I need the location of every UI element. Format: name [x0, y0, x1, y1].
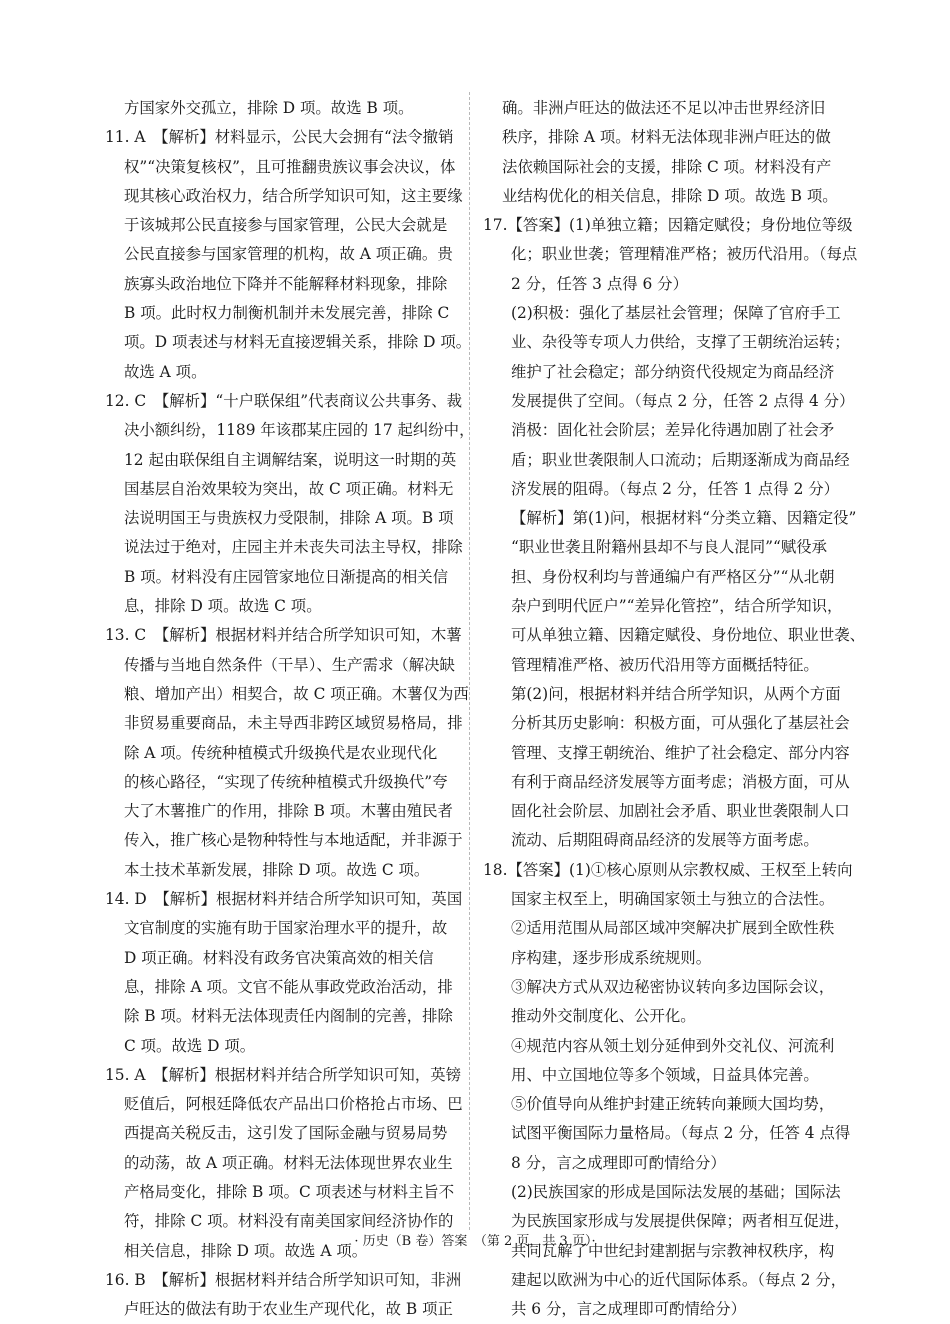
text-line: 传入，推广核心是物种特性与本地适配，并非源于: [124, 831, 463, 850]
left-column: [105, 94, 487, 1324]
text-line: 有利于商品经济发展等方面考虑；消极方面，可从: [511, 772, 850, 791]
text-line: 大了木薯推广的作用，排除 B 项。木薯由殖民者: [124, 802, 453, 821]
text-line: 权”“决策复核权”，且可推翻贵族议事会决议，体: [124, 157, 456, 176]
text-line: 国家主权至上，明确国家领土与独立的合法性。: [511, 890, 835, 909]
text-line: 方国家外交孤立，排除 D 项。故选 B 项。: [124, 99, 414, 117]
text-line: 14. D 【解析】根据材料并结合所学知识可知，英国: [105, 890, 463, 909]
text-line: C 项。故选 D 项。: [124, 1036, 256, 1055]
text-line: (2)民族国家的形成是国际法发展的基础；国际法: [511, 1182, 841, 1201]
text-line: 业、杂役等专项人力供给，支撑了王朝统治运转；: [511, 333, 850, 352]
text-line: 除 A 项。传统种植模式升级换代是农业现代化: [124, 743, 438, 762]
text-line: 分析其历史影响：积极方面，可从强化了基层社会: [511, 714, 850, 733]
text-line: 业结构优化的相关信息，排除 D 项。故选 B 项。: [502, 186, 838, 205]
text-line: 秩序，排除 A 项。材料无法体现非洲卢旺达的做: [502, 128, 831, 147]
text-line: 用、中立国地位等多个领域，日益具体完善。: [511, 1065, 819, 1084]
text-line: 息，排除 A 项。文官不能从事政党政治活动，排: [124, 977, 453, 996]
text-line: 为民族国家形成与发展提供保障；两者相互促进，: [511, 1212, 850, 1231]
text-line: 共同瓦解了中世纪封建割据与宗教神权秩序，构: [511, 1241, 835, 1260]
text-line: 流动、后期阻碍商品经济的发展等方面考虑。: [511, 831, 819, 850]
text-line: 维护了社会稳定；部分纳资代役规定为商品经济: [511, 362, 835, 381]
text-line: 消极：固化社会阶层；差异化待遇加剧了社会矛: [511, 421, 835, 440]
text-line: 传播与当地自然条件（干旱）、生产需求（解决缺: [124, 655, 455, 674]
text-line: 产格局变化，排除 B 项。C 项表述与材料主旨不: [124, 1182, 455, 1201]
text-line: 12 起由联保组自主调解结案，说明这一时期的英: [124, 450, 457, 469]
text-line: 粮、增加产出）相契合，故 C 项正确。木薯仅为西: [124, 684, 469, 703]
text-line: 试图平衡国际力量格局。（每点 2 分，任答 4 点得: [511, 1124, 851, 1143]
text-line: 担、身份权利均与普通编户有严格区分”“从北朝: [511, 567, 835, 586]
text-line: 非贸易重要商品，未主导西非跨区域贸易格局，排: [124, 714, 463, 733]
text-line: 文官制度的实施有助于国家治理水平的提升，故: [124, 919, 448, 938]
text-line: 杂户到明代匠户”“差异化管控”，结合所学知识，: [511, 597, 843, 616]
text-line: 贬值后，阿根廷降低农产品出口价格抢占市场、巴: [124, 1095, 463, 1114]
text-line: 13. C 【解析】根据材料并结合所学知识可知，木薯: [105, 626, 462, 645]
text-line: “职业世袭且附籍州县却不与良人混同”“赋役承: [511, 538, 828, 557]
text-line: B 项。此时权力制衡机制并未发展完善，排除 C: [124, 304, 450, 323]
text-line: 8 分，言之成理即可酌情给分）: [511, 1153, 726, 1172]
text-line: 11. A 【解析】材料显示，公民大会拥有“法令撤销: [105, 128, 454, 147]
column-divider: [469, 92, 471, 1230]
text-line: 国基层自治效果较为突出，故 C 项正确。材料无: [124, 479, 454, 498]
text-line: 17.【答案】(1)单独立籍；因籍定赋役；身份地位等级: [483, 216, 853, 235]
text-line: 共 6 分，言之成理即可酌情给分）: [511, 1300, 747, 1319]
text-line: 决小额纠纷，1189 年该郡某庄园的 17 起纠纷中，: [124, 421, 475, 440]
text-line: 可从单独立籍、因籍定赋役、身份地位、职业世袭、: [511, 626, 865, 645]
text-line: ②适用范围从局部区域冲突解决扩展到全欧性秩: [511, 919, 835, 938]
text-line: 项。D 项表述与材料无直接逻辑关系，排除 D 项。: [124, 333, 472, 352]
text-line: 济发展的阻碍。（每点 2 分，任答 1 点得 2 分）: [511, 479, 840, 498]
text-line: 发展提供了空间。（每点 2 分，任答 2 点得 4 分）: [511, 391, 855, 410]
text-line: 推动外交制度化、公开化。: [511, 1007, 696, 1026]
text-line: 息，排除 D 项。故选 C 项。: [124, 597, 322, 616]
text-line: 于该城邦公民直接参与国家管理，公民大会就是: [124, 216, 448, 235]
right-column: [483, 94, 865, 1324]
text-line: 法依赖国际社会的支援，排除 C 项。材料没有产: [502, 157, 832, 176]
text-line: 【解析】第(1)问，根据材料“分类立籍、因籍定役”: [511, 509, 857, 528]
text-line: 故选 A 项。: [124, 362, 207, 381]
text-line: ③解决方式从双边秘密协议转向多边国际会议，: [511, 977, 835, 996]
text-line: (2)积极：强化了基层社会管理；保障了官府手工: [511, 304, 841, 323]
text-line: 符，排除 C 项。材料没有南美国家间经济协作的: [124, 1212, 454, 1231]
text-line: 12. C 【解析】“十户联保组”代表商议公共事务、裁: [105, 391, 462, 410]
text-line: 法说明国王与贵族权力受限制，排除 A 项。B 项: [124, 509, 454, 528]
text-line: ⑤价值导向从维护封建正统转向兼顾大国均势，: [511, 1095, 835, 1114]
text-line: 卢旺达的做法有助于农业生产现代化，故 B 项正: [124, 1300, 453, 1319]
text-line: 化；职业世袭；管理精准严格；被历代沿用。（每点: [511, 245, 858, 264]
text-line: 除 B 项。材料无法体现责任内阁制的完善，排除: [124, 1007, 453, 1026]
text-line: 16. B 【解析】根据材料并结合所学知识可知，非洲: [105, 1270, 462, 1289]
page-footer: · 历史（B 卷）答案 （第 2 页，共 3 页）·: [354, 1234, 596, 1249]
text-line: 公民直接参与国家管理的机构，故 A 项正确。贵: [124, 245, 453, 264]
text-line: 15. A 【解析】根据材料并结合所学知识可知，英镑: [105, 1065, 461, 1084]
text-line: 序构建，逐步形成系统规则。: [511, 948, 712, 967]
text-line: D 项正确。材料没有政务官决策高效的相关信: [124, 948, 434, 967]
text-line: ④规范内容从领土划分延伸到外交礼仪、河流利: [511, 1036, 835, 1055]
text-line: 的核心路径，“实现了传统种植模式升级换代”夸: [124, 772, 448, 791]
text-line: 第(2)问，根据材料并结合所学知识，从两个方面: [511, 684, 841, 703]
text-line: 盾；职业世袭限制人口流动；后期逐渐成为商品经: [511, 450, 850, 469]
text-line: 相关信息，排除 D 项。故选 A 项。: [124, 1241, 368, 1260]
text-line: 管理精准严格、被历代沿用等方面概括特征。: [511, 655, 819, 674]
text-line: 18.【答案】(1)①核心原则从宗教权威、王权至上转向: [483, 860, 853, 879]
text-line: 管理、支撑王朝统治、维护了社会稳定、部分内容: [511, 743, 850, 762]
text-line: 固化社会阶层、加剧社会矛盾、职业世袭限制人口: [511, 802, 850, 821]
text-line: B 项。材料没有庄园管家地位日渐提高的相关信: [124, 567, 449, 586]
text-line: 确。非洲卢旺达的做法还不足以冲击世界经济旧: [502, 99, 826, 117]
text-line: 说法过于绝对，庄园主并未丧失司法主导权，排除: [124, 538, 463, 557]
text-line: 本土技术革新发展，排除 D 项。故选 C 项。: [124, 860, 430, 879]
text-line: 西提高关税反击，这引发了国际金融与贸易局势: [124, 1124, 448, 1143]
text-line: 现其核心政治权力，结合所学知识可知，这主要缘: [124, 186, 463, 205]
text-line: 族寡头政治地位下降并不能解释材料现象，排除: [124, 274, 448, 293]
text-line: 2 分，任答 3 点得 6 分）: [511, 274, 688, 293]
text-line: 建起以欧洲为中心的近代国际体系。（每点 2 分，: [511, 1270, 847, 1289]
text-line: 的动荡，故 A 项正确。材料无法体现世界农业生: [124, 1153, 453, 1172]
